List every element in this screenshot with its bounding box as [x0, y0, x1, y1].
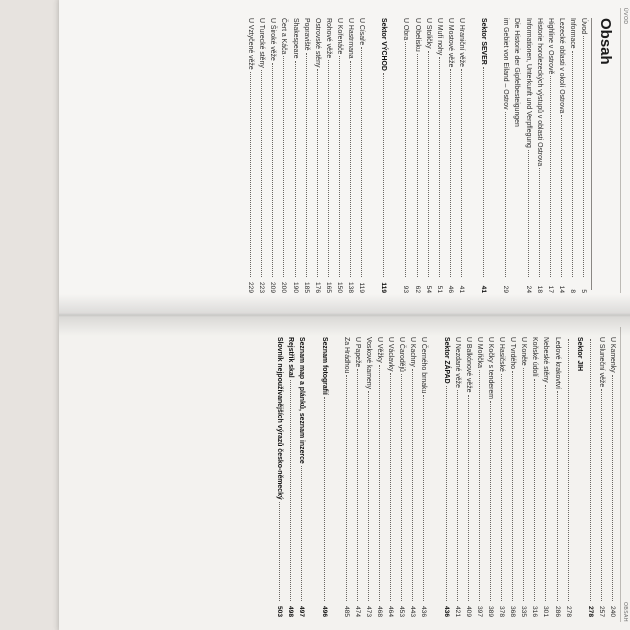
toc-entry-page: 17: [546, 285, 554, 293]
toc-entry-page: 14: [557, 285, 565, 293]
toc-entry: [356, 18, 367, 293]
dot-leader: [612, 375, 613, 601]
dot-leader: [483, 67, 484, 277]
toc-entry-label: Rohové věže: [324, 18, 332, 59]
toc-entry: [563, 337, 574, 617]
toc-entry-page: 443: [409, 605, 417, 617]
toc-entry-page: 278: [564, 605, 572, 617]
dot-leader: [439, 57, 440, 277]
toc-entry-label: U Císaře: [358, 18, 366, 46]
toc-entry-label: Voskové kameny: [364, 337, 372, 390]
toc-entry: [445, 18, 456, 293]
toc-entry-label: Nebeské stěny: [542, 337, 550, 383]
toc-entry-label: U Kořenáče: [335, 18, 343, 55]
toc-entry-page: 5: [580, 289, 587, 293]
toc-entry-page: 176: [313, 281, 321, 293]
toc-entry: [278, 18, 289, 293]
dot-leader: [590, 339, 591, 601]
toc-entry-label: U Obelisku: [413, 18, 421, 52]
dot-leader: [412, 369, 413, 601]
toc-entry-page: 257: [597, 605, 605, 617]
dot-leader: [468, 395, 469, 601]
toc-entry-label: Sektor VÝCHOD: [380, 18, 388, 71]
toc-entry-page: 409: [464, 605, 472, 617]
toc-entry-page: 165: [324, 281, 332, 293]
toc-entry-label: Shakespeare: [291, 18, 299, 59]
dot-leader: [272, 63, 273, 277]
toc-entry-page: 24: [524, 285, 532, 293]
toc-spacer: [389, 18, 400, 293]
toc-entry-page: 41: [480, 285, 488, 293]
dot-leader: [406, 42, 407, 277]
dot-leader: [368, 391, 369, 601]
toc-entry: [496, 337, 507, 617]
toc-entry: [607, 337, 618, 617]
dot-leader: [339, 56, 340, 277]
toc-entry: [585, 337, 596, 617]
toc-entry-label: Ostrovské stěny: [313, 18, 321, 68]
toc-entry: [507, 337, 518, 617]
toc-entry-page: 190: [291, 281, 299, 293]
dot-leader: [417, 54, 418, 277]
toc-entry: [463, 337, 474, 617]
toc-entry-label: U Mořička: [475, 337, 483, 369]
dot-leader: [534, 379, 535, 601]
toc-entry-page: 200: [280, 281, 288, 293]
dot-leader: [572, 51, 573, 277]
toc-entry-page: 498: [287, 605, 295, 617]
toc-entry: [474, 337, 485, 617]
toc-entry: [556, 18, 567, 293]
toc-spacer: [467, 18, 478, 293]
title-rule: [591, 18, 592, 290]
toc-entry: [352, 337, 363, 617]
dot-leader: [601, 389, 602, 601]
toc-entry: [441, 337, 452, 617]
toc-entry-page: 46: [446, 285, 454, 293]
dot-leader: [283, 56, 284, 277]
toc-entry-page: 397: [475, 605, 483, 617]
toc-entry-label: Seznam map a plánků, seznam inzerce: [298, 337, 306, 464]
toc-entry: [456, 18, 467, 293]
toc-entry-label: Sektor SEVER: [480, 18, 488, 65]
toc-entry: [318, 337, 329, 617]
dot-leader: [350, 61, 351, 277]
dot-leader: [557, 391, 558, 601]
dot-leader: [490, 401, 491, 601]
toc-entry-page: 119: [380, 282, 388, 293]
dot-leader: [361, 47, 362, 277]
toc-entry-label: Sektor ZÁPAD: [442, 337, 450, 384]
toc-entry: [378, 18, 389, 293]
toc-entry-page: 474: [353, 605, 361, 617]
left-page: [59, 0, 630, 315]
toc-entry-label: U Nezdané věže: [453, 337, 461, 388]
book-spread: [59, 0, 630, 630]
dot-leader: [301, 466, 302, 601]
toc-entry-page: 223: [258, 281, 266, 293]
dot-leader: [261, 70, 262, 277]
dot-leader: [479, 370, 480, 601]
dot-leader: [550, 76, 551, 277]
toc-entry: [551, 337, 562, 617]
toc-spacer: [367, 18, 378, 293]
toc-entry: [285, 337, 296, 617]
toc-title: Obsah: [597, 18, 614, 65]
dot-leader: [324, 397, 325, 601]
toc-entry-page: 41: [457, 285, 465, 293]
left-head-rule: [620, 8, 621, 293]
toc-entry-label: U Mufí nohy: [435, 18, 443, 56]
toc-entry: [256, 18, 267, 293]
toc-entry-page: 286: [553, 605, 561, 617]
toc-entry-page: 453: [398, 605, 406, 617]
toc-entry-page: 8: [568, 289, 576, 293]
toc-entry-label: U Tvrdého: [509, 337, 517, 370]
toc-entry-label: Ledové krakovtví: [553, 337, 561, 390]
toc-entry-page: 436: [442, 605, 450, 617]
right-head-rule: [620, 327, 621, 622]
toc-entry-label: U Kamenky: [609, 337, 616, 373]
dot-leader: [423, 395, 424, 601]
toc-entry: [412, 18, 423, 293]
toc-entry: [596, 337, 607, 617]
toc-spacer: [489, 18, 500, 293]
toc-entry: [574, 337, 585, 617]
toc-entry-page: 119: [358, 282, 366, 293]
toc-entry-label: Informace: [568, 18, 576, 49]
toc-entry: [418, 337, 429, 617]
toc-entry: [511, 18, 522, 293]
dot-leader: [539, 168, 540, 277]
toc-entry-page: 18: [535, 285, 543, 293]
toc-entry: [334, 18, 345, 293]
toc-entry: [522, 18, 533, 293]
dot-leader: [328, 60, 329, 277]
toc-entry: [341, 337, 352, 617]
toc-entry: [301, 18, 312, 293]
toc-entry: [407, 337, 418, 617]
dot-leader: [545, 385, 546, 601]
toc-entry-page: 368: [509, 605, 517, 617]
dot-leader: [512, 371, 513, 601]
toc-entry-label: Popraviště: [302, 18, 310, 51]
dot-leader: [306, 53, 307, 277]
dot-leader: [295, 61, 296, 277]
toc-entry-page: 468: [376, 605, 384, 617]
right-running-head: OBSAH: [622, 601, 628, 622]
toc-entry: [529, 337, 540, 617]
toc-entry-page: 51: [435, 285, 443, 293]
dot-leader: [523, 368, 524, 601]
toc-entry-label: Za Hrádhou: [342, 337, 350, 374]
toc-entry-page: 436: [420, 605, 428, 617]
toc-entry: [478, 18, 489, 293]
toc-entry: [374, 337, 385, 617]
toc-entry-label: U Věžky: [376, 337, 384, 363]
dot-leader: [346, 375, 347, 601]
toc-entry-label: Seznam fotografií: [320, 337, 328, 395]
toc-entry-label: Slovník nejpoužívanějších výrazů česko-německý: [276, 337, 284, 500]
toc-entry-page: 301: [542, 605, 550, 617]
toc-entry-label: U Koněte: [520, 337, 528, 366]
toc-entry-page: 473: [364, 605, 372, 617]
toc-entry-label: U Obra: [402, 18, 410, 41]
toc-entry: [312, 18, 323, 293]
toc-entry-page: 240: [609, 605, 616, 617]
toc-entry-page: 138: [347, 281, 355, 293]
toc-entry-label: Koňské údolí: [531, 337, 539, 377]
toc-entry: [485, 337, 496, 617]
toc-entry-label: U Kočky s tenderem: [486, 337, 494, 400]
toc-entry-page: 93: [402, 285, 410, 293]
toc-entry-label: U Turecké stěny: [258, 18, 266, 68]
dot-leader: [279, 502, 280, 601]
dot-leader: [428, 51, 429, 277]
toc-entry: [400, 18, 411, 293]
toc-entry-page: 497: [298, 605, 306, 617]
toc-entry: [245, 18, 256, 293]
toc-entry-page: 378: [498, 605, 506, 617]
toc-entry: [540, 337, 551, 617]
toc-spacer: [429, 337, 440, 617]
dot-leader: [501, 374, 502, 601]
toc-entry-label: U Hastrmana: [347, 18, 355, 59]
toc-entry: [534, 18, 545, 293]
book-gutter: [59, 294, 630, 336]
toc-entry-label: U Široké věže: [269, 18, 277, 61]
toc-entry-label: U Vztyčené věže: [247, 18, 255, 70]
toc-entry-label: Highline v Ostrově: [546, 18, 554, 75]
toc-left-list: [245, 18, 589, 293]
toc-entry: [578, 18, 589, 293]
toc-entry-page: 209: [269, 281, 277, 293]
toc-entry: [434, 18, 445, 293]
toc-entry-page: 335: [520, 605, 528, 617]
toc-entry: [323, 18, 334, 293]
dot-leader: [583, 36, 584, 277]
toc-entry: [567, 18, 578, 293]
toc-entry: [423, 18, 434, 293]
toc-entry-label: U Čarodějů: [398, 337, 406, 372]
toc-entry-label: U Kachny: [409, 337, 417, 367]
toc-entry-page: 389: [486, 605, 494, 617]
dot-leader: [401, 374, 402, 601]
toc-entry: [396, 337, 407, 617]
toc-entry: [274, 337, 285, 617]
toc-entry-label: U Sluneční věže: [597, 337, 605, 388]
dot-leader: [250, 72, 251, 277]
toc-entry-page: 496: [320, 605, 328, 617]
toc-entry-page: 421: [453, 605, 461, 617]
dot-leader: [568, 339, 569, 601]
dot-leader: [390, 373, 391, 601]
toc-entry-label: Rejstřík skal: [287, 337, 295, 378]
toc-entry-page: 316: [531, 605, 539, 617]
left-running-head: ÚVOD: [622, 8, 628, 25]
toc-entry-label: U Mostové věže: [446, 18, 454, 68]
toc-entry-page: 54: [424, 285, 432, 293]
toc-entry-label: Historie horolezeckých výstupů v oblasti Ostrova: [535, 18, 543, 167]
toc-entry-label: U Balkónové věže: [464, 337, 472, 393]
toc-entry-label: Čert a Káča: [280, 18, 288, 55]
toc-entry-page: 503: [276, 605, 284, 617]
toc-entry-page: 485: [342, 605, 350, 617]
dot-leader: [561, 115, 562, 277]
toc-entry-page: 464: [387, 605, 395, 617]
toc-spacer: [330, 337, 341, 617]
toc-entry-label: Úvod: [580, 18, 587, 35]
toc-entry: [518, 337, 529, 617]
dot-leader: [457, 390, 458, 601]
dot-leader: [528, 150, 529, 277]
dot-leader: [446, 386, 447, 601]
dot-leader: [379, 365, 380, 601]
toc-entry-label: Informationen, Unterkunft und Verpflegung: [524, 18, 532, 148]
toc-entry: [385, 337, 396, 617]
dot-leader: [505, 112, 506, 277]
toc-entry: [363, 337, 374, 617]
dot-leader: [450, 69, 451, 277]
toc-entry-label: U Stoličky: [424, 18, 432, 49]
toc-entry-page: 150: [335, 281, 343, 293]
toc-entry-label: Lezecké oblasti v okolí Ostrova: [557, 18, 565, 114]
dot-leader: [290, 380, 291, 601]
toc-entry-label: U Papeže: [353, 337, 361, 368]
toc-entry: [267, 18, 278, 293]
toc-spacer: [307, 337, 318, 617]
dot-leader: [461, 69, 462, 277]
toc-right-list: [274, 337, 618, 617]
dot-leader: [383, 73, 384, 277]
toc-entry-page: 229: [247, 281, 255, 293]
toc-entry: [296, 337, 307, 617]
toc-entry-label: U Hraniční věže: [457, 18, 465, 68]
toc-entry: [289, 18, 300, 293]
toc-entry-label: U Černého brnaku: [420, 337, 428, 394]
toc-entry-page: 185: [302, 281, 310, 293]
toc-entry-label: im Gebiet von Eiland – Ostrov: [502, 18, 510, 110]
toc-entry-label: Die Historie der Gipfelbesteigungen: [513, 18, 521, 127]
toc-entry: [345, 18, 356, 293]
toc-entry-label: U Václavky: [387, 337, 395, 372]
dot-leader: [317, 69, 318, 277]
toc-entry-label: Sektor JIH: [575, 337, 583, 372]
toc-entry: [545, 18, 556, 293]
toc-entry-page: 62: [413, 285, 421, 293]
dot-leader: [357, 369, 358, 601]
toc-entry: [452, 337, 463, 617]
toc-entry: [500, 18, 511, 293]
toc-entry-page: 29: [502, 285, 510, 293]
toc-entry-page: 278: [586, 605, 594, 617]
right-page: [59, 315, 630, 630]
toc-entry-label: U Hasičské: [498, 337, 506, 372]
